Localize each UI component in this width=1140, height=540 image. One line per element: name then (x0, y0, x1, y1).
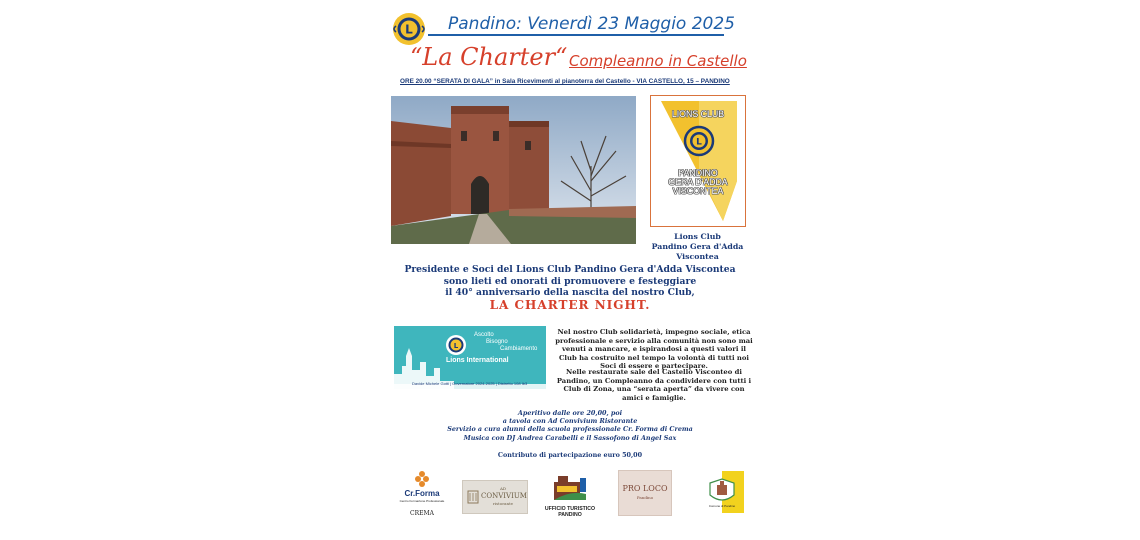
svg-text:L: L (453, 342, 459, 350)
club-caption-line1: Lions Club (674, 232, 721, 241)
governor-footer: Davide Michele Gotti | Governatore 2024-2025 | Distretto 108 Ib3 (412, 381, 528, 386)
program-line-3: Servizio a cura alunni della scuola professionale Cr. Forma di Crema (447, 425, 693, 434)
crforma-sub: Centro Formazione Professionale (399, 499, 445, 503)
crforma-city: CREMA (410, 510, 434, 517)
svg-text:L: L (405, 22, 413, 37)
sponsor-proloco (618, 470, 672, 516)
program-line-2: a tavola con Ad Convivium Ristorante (502, 417, 638, 426)
program-line-4: Musica con DJ Andrea Carabelli e il Sassofono di Angel Sax (463, 433, 677, 442)
charter-night-heading: LA CHARTER NIGHT. (489, 298, 651, 312)
paragraph-values: Nel nostro Club solidarietà, impegno sociale, etica professionale e servizio alla comunità non sono mai venuti a mancare, e ispirandosi a questi valori il Club ha costruito nel tempo la volontà di tutti noi Soci di essere e partecipare. (555, 328, 753, 371)
club-caption (630, 232, 765, 262)
event-subtitle: Compleanno in Castello (569, 52, 747, 70)
sponsor-ufficio-turistico (538, 472, 602, 522)
sponsor-convivium (462, 480, 528, 514)
lions-logo (392, 12, 426, 46)
word-bisogno: Bisogno (486, 339, 508, 345)
participation-fee: Contributo di partecipazione euro 50,00 (497, 451, 643, 459)
lions-international-box (394, 326, 546, 389)
paragraph-venue: Nelle restaurate sale del Castello Visconteo di Pandino, un Compleanno da condividere con tutti i Club di Zona, una “serata aperta” da vivere con amici e famiglie. (556, 368, 752, 402)
sponsor-comune (700, 471, 744, 513)
ufficio-line-2: PANDINO (558, 512, 582, 518)
convivium-sub: ristorante (492, 501, 514, 506)
program-line-1: Aperitivo dalle ore 20,00, poi (517, 409, 623, 417)
ufficio-turistico-logo-icon (552, 472, 588, 502)
convivium-emblem-icon (467, 489, 479, 505)
event-title: “La Charter“ (410, 43, 568, 71)
convivium-name: CONVIVIUM (481, 492, 527, 500)
proloco-name: PRO LOCO (622, 484, 668, 493)
intro-line-2: sono lieti ed onorati di promuovere e festeggiare (443, 275, 697, 287)
proloco-sub: Pandino (636, 495, 654, 500)
date-underline (428, 34, 724, 36)
svg-text:L: L (696, 137, 702, 148)
gala-line: ORE 20.00 “SERATA DI GALA” in Sala Ricevimenti al pianoterra del Castello - VIA CASTELLO, 15 – PANDINO (400, 78, 730, 85)
ufficio-line-1: UFFICIO TURISTICO (544, 506, 596, 512)
event-date: Pandino: Venerdì 23 Maggio 2025 (448, 14, 735, 34)
banner-line-1: LIONS CLUB (671, 109, 725, 119)
word-cambiamento: Cambiamento (500, 346, 538, 352)
crforma-flower-icon (415, 470, 429, 488)
convivium-top: AD (499, 486, 507, 491)
castle-photo (391, 96, 636, 244)
comune-caption: Comune di Pandino (708, 504, 736, 508)
intro-text (400, 264, 740, 299)
lions-international-brand: Lions International (446, 357, 509, 364)
lions-club-banner (650, 95, 746, 227)
sponsor-crforma (399, 470, 445, 520)
banner-line-3: GERA D'ADDA (668, 177, 728, 187)
club-caption-line2: Pandino Gera d'Adda Viscontea (651, 242, 744, 261)
crforma-name: Cr.Forma (404, 489, 440, 498)
word-ascolto: Ascolto (474, 332, 494, 338)
banner-line-2: PANDINO (678, 168, 718, 178)
intro-line-1: Presidente e Soci del Lions Club Pandino Gera d'Adda Viscontea (404, 264, 736, 275)
program-details (420, 409, 720, 442)
banner-line-4: VISCONTEA (672, 186, 724, 196)
banner-pennant (661, 101, 737, 223)
intro-line-3: il 40° anniversario della nascita del nostro Club, (445, 287, 695, 298)
